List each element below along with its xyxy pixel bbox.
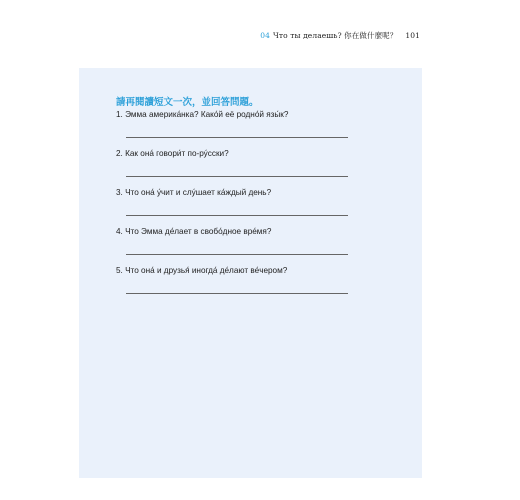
page-number: 101 [405, 31, 420, 40]
answer-line-5 [126, 293, 348, 294]
answer-line-4 [126, 254, 348, 255]
answer-line-1 [126, 137, 348, 138]
answer-line-2 [126, 176, 348, 177]
chapter-title: Что ты делаешь? 你在做什麼呢？ [273, 31, 398, 40]
question-4: 4. Что Эмма де́лает в свобо́дное вре́мя? [116, 227, 272, 236]
question-5: 5. Что она́ и друзья́ иногда́ де́лают ве́чером? [116, 266, 288, 275]
chapter-number: 04 [260, 31, 271, 40]
answer-line-3 [126, 215, 348, 216]
question-2: 2. Как она́ говори́т по-ру́сски? [116, 149, 229, 158]
exercise-instruction: 請再閱讀短文一次，並回答問題。 [116, 97, 259, 108]
question-1: 1. Эмма америка́нка? Како́й её родно́й язы́к? [116, 110, 289, 119]
question-3: 3. Что она́ у́чит и слу́шает ка́ждый день? [116, 188, 272, 197]
running-header [260, 30, 420, 41]
